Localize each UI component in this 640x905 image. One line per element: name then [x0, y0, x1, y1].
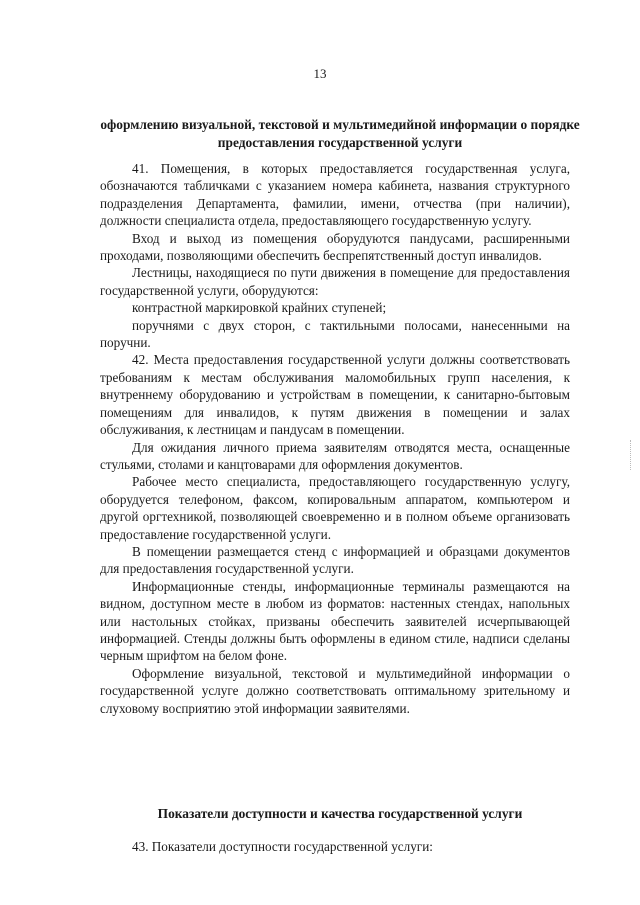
scan-margin-mark: [630, 440, 632, 470]
paragraph-stairs-handrails: поручнями с двух сторон, с тактильными полосами, нанесенными на поручни.: [100, 317, 570, 351]
paragraph-stairs: Лестницы, находящиеся по пути движения в помещение для предоставления государственной услуги, оборудуются:: [100, 265, 570, 298]
section-heading-accessibility: Показатели доступности и качества государственной услуги: [157, 806, 523, 821]
paragraph-42: 42. Места предоставления государственной услуги должны соответствовать требованиям к местам обслуживания маломобильных групп населения, к внутреннему оборудованию и устройствам в помещении, к санитарно-бытовым помещениям для инвалидов, к путям движения в помещении и залах обслуживания, к лестницам и пандусам в помещении.: [100, 352, 570, 438]
paragraph-43: 43. Показатели доступности государственной услуги:: [132, 839, 433, 854]
page-number: 13: [313, 66, 327, 81]
document-body: [100, 160, 570, 717]
section-heading-top: оформлению визуальной, текстовой и мультимедийной информации о порядке предоставления государственной услуги: [100, 117, 580, 150]
paragraph-workplace: Рабочее место специалиста, предоставляющего государственную услугу, оборудуется телефоном, факсом, копировальным аппаратом, компьютером и другой оргтехникой, позволяющей своевременно и в полном объеме организовать предоставление государственной услуги.: [100, 474, 570, 542]
paragraph-stand: В помещении размещается стенд с информацией и образцами документов для предоставления государственной услуги.: [100, 543, 570, 577]
paragraph-entrance: Вход и выход из помещения оборудуются пандусами, расширенными проходами, позволяющими обеспечить беспрепятственный доступ инвалидов.: [100, 230, 570, 264]
paragraph-waiting: Для ожидания личного приема заявителям отводятся места, оснащенные стульями, столами и канцтоварами для оформления документов.: [100, 439, 570, 472]
paragraph-design: Оформление визуальной, текстовой и мультимедийной информации о государственной услуге должно соответствовать оптимальному зрительному и слуховому восприятию этой информации заявителями.: [100, 665, 570, 716]
paragraph-stairs-marking: контрастной маркировкой крайних ступеней;: [132, 300, 387, 316]
paragraph-41: 41. Помещения, в которых предоставляется государственная услуга, обозначаются табличками с указанием номера кабинета, названия структурного подразделения Департамента, фамилии, имени, отчества (при наличии), должности специалиста отдела, предоставляющего государственную услугу.: [100, 161, 570, 229]
paragraph-info-stands: Информационные стенды, информационные терминалы размещаются на видном, доступном месте в любом из форматов: настенных стендах, напольных или настольных стойках, призваны обеспечить заявителей исчерпывающей информацией. Стенды должны быть оформлены в едином стиле, надписи сделаны черным шрифтом на белом фоне.: [100, 578, 570, 664]
